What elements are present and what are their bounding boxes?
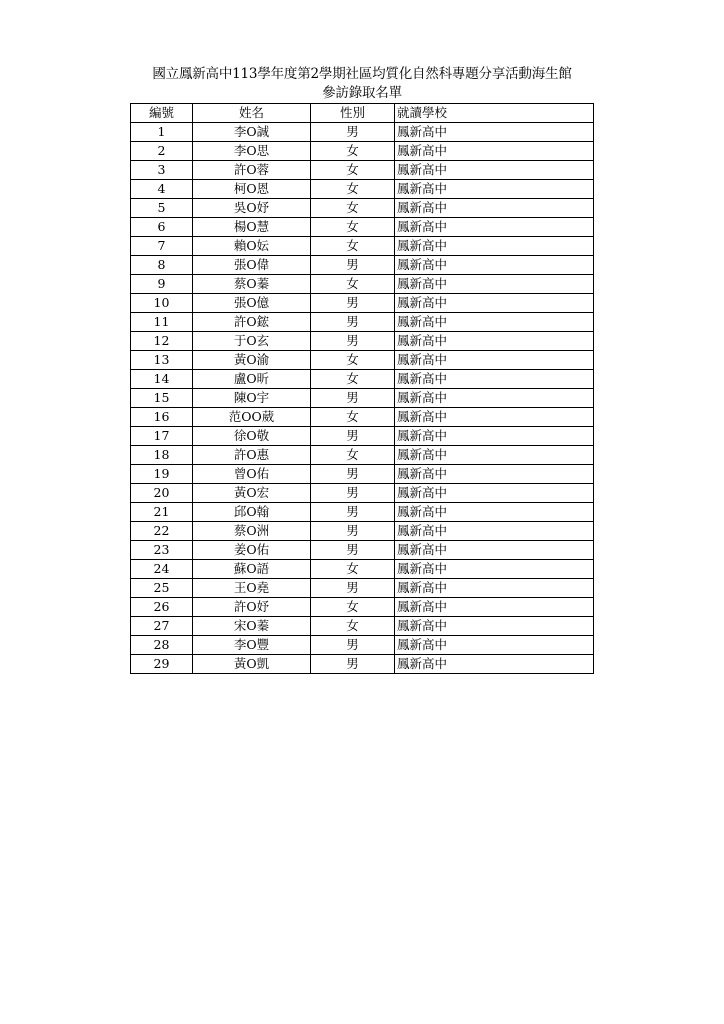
cell-name: 徐O敬	[193, 427, 311, 446]
cell-school: 鳳新高中	[395, 256, 594, 275]
cell-school: 鳳新高中	[395, 275, 594, 294]
cell-school: 鳳新高中	[395, 180, 594, 199]
cell-name: 于O玄	[193, 332, 311, 351]
cell-name: 黃O渝	[193, 351, 311, 370]
cell-school: 鳳新高中	[395, 617, 594, 636]
cell-number: 4	[131, 180, 193, 199]
cell-number: 24	[131, 560, 193, 579]
cell-school: 鳳新高中	[395, 522, 594, 541]
cell-gender: 男	[311, 541, 395, 560]
table-row	[131, 579, 594, 598]
table-row	[131, 313, 594, 332]
cell-school: 鳳新高中	[395, 503, 594, 522]
cell-number: 12	[131, 332, 193, 351]
cell-number: 2	[131, 142, 193, 161]
cell-gender: 女	[311, 560, 395, 579]
cell-school: 鳳新高中	[395, 218, 594, 237]
cell-school: 鳳新高中	[395, 332, 594, 351]
cell-school: 鳳新高中	[395, 294, 594, 313]
table-row	[131, 218, 594, 237]
cell-number: 9	[131, 275, 193, 294]
table-body	[131, 123, 594, 674]
cell-school: 鳳新高中	[395, 389, 594, 408]
table-row	[131, 180, 594, 199]
cell-gender: 男	[311, 123, 395, 142]
document-title: 國立鳳新高中113學年度第2學期社區均質化自然科專題分享活動海生館	[152, 66, 572, 82]
cell-number: 29	[131, 655, 193, 674]
cell-school: 鳳新高中	[395, 142, 594, 161]
cell-gender: 女	[311, 161, 395, 180]
cell-number: 21	[131, 503, 193, 522]
cell-name: 宋O蓁	[193, 617, 311, 636]
table-header-row	[131, 104, 594, 123]
table-row	[131, 522, 594, 541]
cell-name: 王O堯	[193, 579, 311, 598]
cell-name: 黃O宏	[193, 484, 311, 503]
cell-name: 邱O翰	[193, 503, 311, 522]
cell-school: 鳳新高中	[395, 598, 594, 617]
cell-school: 鳳新高中	[395, 237, 594, 256]
cell-name: 姜O佑	[193, 541, 311, 560]
document-subtitle: 參訪錄取名單	[322, 85, 402, 101]
table-row	[131, 598, 594, 617]
cell-name: 范OO葳	[193, 408, 311, 427]
cell-name: 張O億	[193, 294, 311, 313]
cell-number: 27	[131, 617, 193, 636]
cell-gender: 女	[311, 408, 395, 427]
cell-name: 賴O妘	[193, 237, 311, 256]
cell-gender: 女	[311, 237, 395, 256]
header-school: 就讀學校	[395, 104, 594, 123]
table-row	[131, 370, 594, 389]
cell-gender: 女	[311, 180, 395, 199]
cell-gender: 女	[311, 199, 395, 218]
cell-gender: 女	[311, 446, 395, 465]
cell-gender: 男	[311, 579, 395, 598]
cell-number: 8	[131, 256, 193, 275]
cell-gender: 男	[311, 256, 395, 275]
cell-number: 14	[131, 370, 193, 389]
header-number: 編號	[131, 104, 193, 123]
table-row	[131, 256, 594, 275]
cell-school: 鳳新高中	[395, 465, 594, 484]
cell-number: 17	[131, 427, 193, 446]
cell-name: 黃O凱	[193, 655, 311, 674]
cell-name: 許O蓉	[193, 161, 311, 180]
table-row	[131, 617, 594, 636]
cell-name: 楊O慧	[193, 218, 311, 237]
cell-gender: 男	[311, 427, 395, 446]
cell-school: 鳳新高中	[395, 370, 594, 389]
cell-gender: 女	[311, 351, 395, 370]
table-row	[131, 446, 594, 465]
cell-school: 鳳新高中	[395, 313, 594, 332]
cell-gender: 男	[311, 484, 395, 503]
header-gender: 性別	[311, 104, 395, 123]
cell-number: 11	[131, 313, 193, 332]
cell-name: 柯O恩	[193, 180, 311, 199]
cell-number: 18	[131, 446, 193, 465]
cell-name: 李O誠	[193, 123, 311, 142]
table-row	[131, 503, 594, 522]
cell-name: 許O鋐	[193, 313, 311, 332]
cell-name: 蔡O蓁	[193, 275, 311, 294]
table-row	[131, 161, 594, 180]
cell-name: 張O偉	[193, 256, 311, 275]
table-row	[131, 142, 594, 161]
header-name: 姓名	[193, 104, 311, 123]
cell-number: 13	[131, 351, 193, 370]
cell-name: 許O妤	[193, 598, 311, 617]
cell-school: 鳳新高中	[395, 655, 594, 674]
cell-gender: 男	[311, 636, 395, 655]
cell-number: 20	[131, 484, 193, 503]
table-row	[131, 636, 594, 655]
cell-number: 5	[131, 199, 193, 218]
cell-number: 28	[131, 636, 193, 655]
cell-gender: 女	[311, 370, 395, 389]
cell-number: 3	[131, 161, 193, 180]
cell-number: 15	[131, 389, 193, 408]
table-row	[131, 389, 594, 408]
table-row	[131, 484, 594, 503]
cell-school: 鳳新高中	[395, 427, 594, 446]
table-row	[131, 541, 594, 560]
cell-school: 鳳新高中	[395, 199, 594, 218]
table-row	[131, 294, 594, 313]
cell-number: 1	[131, 123, 193, 142]
cell-number: 25	[131, 579, 193, 598]
cell-name: 吳O妤	[193, 199, 311, 218]
cell-name: 蔡O洲	[193, 522, 311, 541]
cell-gender: 男	[311, 522, 395, 541]
cell-number: 16	[131, 408, 193, 427]
table-row	[131, 408, 594, 427]
cell-name: 許O惠	[193, 446, 311, 465]
cell-name: 李O豐	[193, 636, 311, 655]
admission-list-table	[130, 103, 594, 674]
cell-school: 鳳新高中	[395, 579, 594, 598]
cell-school: 鳳新高中	[395, 161, 594, 180]
cell-gender: 男	[311, 655, 395, 674]
cell-number: 22	[131, 522, 193, 541]
cell-school: 鳳新高中	[395, 408, 594, 427]
cell-name: 蘇O語	[193, 560, 311, 579]
cell-number: 10	[131, 294, 193, 313]
cell-number: 6	[131, 218, 193, 237]
cell-gender: 女	[311, 598, 395, 617]
cell-school: 鳳新高中	[395, 636, 594, 655]
table-row	[131, 123, 594, 142]
table-row	[131, 351, 594, 370]
table-row	[131, 275, 594, 294]
table-row	[131, 427, 594, 446]
cell-number: 23	[131, 541, 193, 560]
table-row	[131, 332, 594, 351]
cell-name: 李O思	[193, 142, 311, 161]
cell-name: 陳O宇	[193, 389, 311, 408]
cell-school: 鳳新高中	[395, 123, 594, 142]
table-row	[131, 655, 594, 674]
cell-gender: 男	[311, 465, 395, 484]
cell-school: 鳳新高中	[395, 446, 594, 465]
cell-gender: 男	[311, 313, 395, 332]
table-row	[131, 237, 594, 256]
cell-school: 鳳新高中	[395, 484, 594, 503]
cell-number: 26	[131, 598, 193, 617]
cell-gender: 女	[311, 275, 395, 294]
cell-name: 曾O佑	[193, 465, 311, 484]
cell-school: 鳳新高中	[395, 541, 594, 560]
cell-gender: 女	[311, 218, 395, 237]
cell-gender: 男	[311, 294, 395, 313]
cell-gender: 男	[311, 503, 395, 522]
table-row	[131, 465, 594, 484]
cell-number: 7	[131, 237, 193, 256]
cell-number: 19	[131, 465, 193, 484]
cell-school: 鳳新高中	[395, 351, 594, 370]
cell-gender: 女	[311, 617, 395, 636]
table-row	[131, 560, 594, 579]
cell-gender: 男	[311, 389, 395, 408]
table-row	[131, 199, 594, 218]
cell-gender: 男	[311, 332, 395, 351]
cell-school: 鳳新高中	[395, 560, 594, 579]
cell-gender: 女	[311, 142, 395, 161]
cell-name: 盧O昕	[193, 370, 311, 389]
